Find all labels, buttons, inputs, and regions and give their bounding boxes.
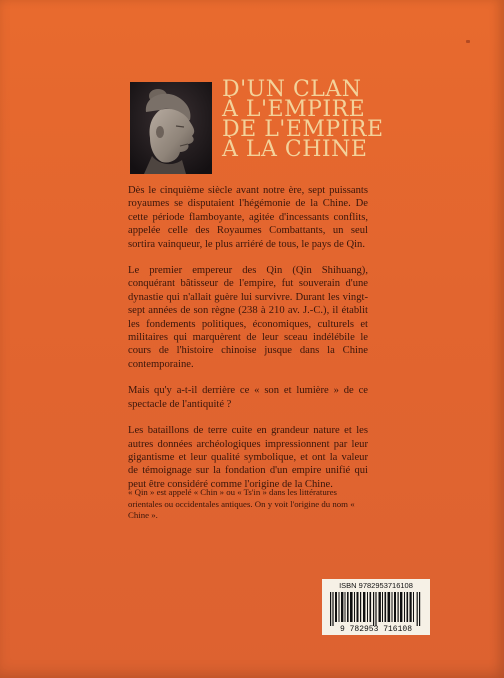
blurb-paragraph: Dès le cinquième siècle avant notre ère, sept puissants royaumes se disputaient l'hégémonie de la Chine. De cette période flamboyante, agitée d'incessants conflits, appelée celle des Royaumes Combattants, un seul sortira vainqueur, le plus arriéré de tous, le pays de Qin.	[128, 185, 368, 250]
barcode-bars	[330, 592, 422, 626]
corner-mark	[466, 40, 470, 43]
barcode-digits: 9 782953 716108	[339, 625, 412, 634]
blurb-paragraph: Le premier empereur des Qin (Qin Shihuang), conquérant bâtisseur de l'empire, fut souverain d'une dynastie qui n'allait guère lui survivre. Durant les vingt-sept années de son règne (238 à 210 av. J.-C.), il établit les fondements politiques, économiques, culturels et militaires qui marquèrent de leur sceau indélébile le cours de l'histoire chinoise jusque dans la Chine contemporaine.	[128, 265, 368, 370]
title-line: DE L'EMPIRE	[222, 117, 384, 142]
cover-title	[222, 77, 384, 162]
title-line: D'UN CLAN	[222, 77, 362, 102]
isbn-barcode	[322, 579, 430, 635]
terracotta-warrior-photo	[130, 82, 212, 174]
title-line: À L'EMPIRE	[222, 97, 366, 122]
blurb-paragraph: Les bataillons de terre cuite en grandeur nature et les autres données archéologiques impressionnent par leur gigantisme et leur qualité symbolique, et ont la valeur de témoignage sur la fondation d'un empire unifié qui peut être considéré comme l'origine de la Chine.	[128, 425, 368, 490]
isbn-label: ISBN 9782953716108	[339, 581, 413, 590]
blurb-text	[128, 184, 368, 504]
blurb-paragraph: Mais qu'y a-t-il derrière ce « son et lumière » de ce spectacle de l'antiquité ?	[128, 385, 368, 410]
title-line: À LA CHINE	[222, 137, 368, 162]
footnote-text: « Qin » est appelé « Chin » ou « Ts'in » dans les littératures orientales ou occidentales antiques. On y voit l'origine du nom « Chine ».	[128, 487, 355, 521]
warrior-head-image	[130, 82, 212, 174]
